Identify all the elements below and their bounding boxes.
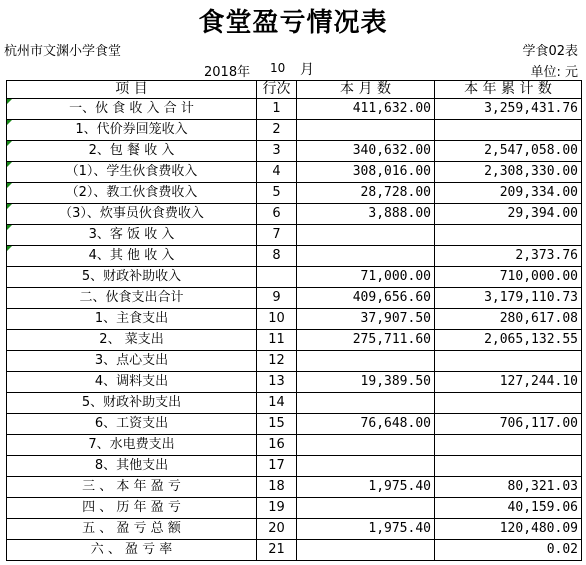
- header-year-amount: 本 年 累 计 数: [435, 81, 582, 99]
- row-item-label: [7, 204, 257, 225]
- row-item-label: [7, 225, 257, 246]
- row-year-amount: [435, 330, 582, 351]
- row-year-amount: [435, 372, 582, 393]
- row-item-label: [7, 288, 257, 309]
- row-item-label: [7, 141, 257, 162]
- row-line-no: [257, 99, 297, 120]
- table-row: [7, 183, 582, 204]
- table-row: [7, 351, 582, 372]
- row-year-amount: [435, 288, 582, 309]
- row-item-label-text: 3、点心支出: [94, 353, 169, 368]
- row-month-amount: [297, 204, 435, 225]
- table-row: [7, 498, 582, 519]
- row-month-amount-text: 275,711.60: [352, 332, 431, 347]
- row-year-amount: [435, 414, 582, 435]
- cell-marker-icon: [7, 225, 12, 230]
- row-item-label: [7, 267, 257, 288]
- row-line-no-text: 10: [268, 311, 285, 326]
- row-year-amount-text: 2,308,330.00: [484, 164, 578, 179]
- table-row: [7, 309, 582, 330]
- row-line-no: [257, 330, 297, 351]
- row-item-label-text: 7、水电费支出: [88, 437, 175, 452]
- row-year-amount: [435, 246, 582, 267]
- row-year-amount: [435, 141, 582, 162]
- row-line-no-text: 19: [268, 500, 285, 515]
- row-line-no: [257, 351, 297, 372]
- table-row: [7, 288, 582, 309]
- row-item-label-text: 六 、 盈 亏 率: [90, 542, 173, 557]
- table-row: [7, 120, 582, 141]
- row-item-label: [7, 162, 257, 183]
- row-line-no-text: 8: [272, 248, 281, 263]
- table-row: [7, 225, 582, 246]
- row-line-no: [257, 393, 297, 414]
- row-item-label: [7, 330, 257, 351]
- row-month-amount: [297, 225, 435, 246]
- cell-marker-icon: [7, 99, 12, 104]
- row-item-label-text: 6、工资支出: [94, 416, 169, 431]
- row-line-no-text: 21: [268, 542, 285, 557]
- row-month-amount-text: 19,389.50: [360, 374, 431, 389]
- row-item-label-text: 二、伙食支出合计: [79, 290, 184, 305]
- cell-marker-icon: [7, 204, 12, 209]
- row-month-amount: [297, 519, 435, 540]
- row-year-amount-text: 3,259,431.76: [484, 101, 578, 116]
- row-year-amount: [435, 309, 582, 330]
- form-code: 学食02表: [522, 44, 578, 59]
- cell-marker-icon: [7, 162, 12, 167]
- row-line-no-text: 5: [272, 185, 281, 200]
- row-item-label-text: 1、代价券回笼收入: [75, 122, 188, 137]
- row-item-label-text: 5、财政补助支出: [81, 395, 182, 410]
- row-item-label-text: 3、客 饭 收 入: [88, 227, 175, 242]
- row-year-amount-text: 2,373.76: [515, 248, 578, 263]
- row-line-no-text: 13: [268, 374, 285, 389]
- row-line-no-text: 15: [268, 416, 285, 431]
- row-month-amount: [297, 351, 435, 372]
- row-item-label: [7, 498, 257, 519]
- row-item-label: [7, 456, 257, 477]
- row-line-no-text: 16: [268, 437, 285, 452]
- row-line-no-text: 12: [268, 353, 285, 368]
- row-year-amount: [435, 351, 582, 372]
- row-item-label: [7, 414, 257, 435]
- row-month-amount: [297, 309, 435, 330]
- row-year-amount-text: 3,179,110.73: [484, 290, 578, 305]
- row-item-label: [7, 435, 257, 456]
- row-line-no: [257, 456, 297, 477]
- row-year-amount-text: 80,321.03: [507, 479, 578, 494]
- row-line-no: [257, 540, 297, 561]
- row-item-label: [7, 246, 257, 267]
- row-year-amount: [435, 225, 582, 246]
- row-line-no-text: 18: [268, 479, 285, 494]
- row-year-amount-text: 2,547,058.00: [484, 143, 578, 158]
- header-month-amount: 本 月 数: [297, 81, 435, 99]
- row-year-amount-text: 29,394.00: [507, 206, 578, 221]
- cell-marker-icon: [7, 120, 12, 125]
- row-month-amount-text: 411,632.00: [352, 101, 431, 116]
- row-month-amount: [297, 267, 435, 288]
- row-item-label-text: （3）、炊事员伙食费收入: [59, 206, 204, 221]
- table-header-row: [7, 81, 582, 99]
- row-year-amount: [435, 540, 582, 561]
- row-line-no-text: 14: [268, 395, 285, 410]
- row-line-no-text: 11: [268, 332, 285, 347]
- row-year-amount: [435, 456, 582, 477]
- table-row: [7, 435, 582, 456]
- table-row: [7, 372, 582, 393]
- row-line-no-text: 7: [272, 227, 281, 242]
- row-line-no: [257, 414, 297, 435]
- row-item-label-text: 5、财政补助收入: [81, 269, 182, 284]
- row-item-label: [7, 120, 257, 141]
- row-month-amount: [297, 162, 435, 183]
- row-year-amount: [435, 267, 582, 288]
- row-year-amount-text: 127,244.10: [499, 374, 578, 389]
- row-year-amount: [435, 183, 582, 204]
- currency-unit: 单位: 元: [530, 65, 578, 80]
- table-row: [7, 477, 582, 498]
- row-month-amount: [297, 372, 435, 393]
- row-line-no-text: 9: [272, 290, 281, 305]
- row-year-amount-text: 2,065,132.55: [484, 332, 578, 347]
- row-item-label: [7, 519, 257, 540]
- row-month-amount-text: 28,728.00: [360, 185, 431, 200]
- row-year-amount: [435, 204, 582, 225]
- row-item-label-text: 四 、 历 年 盈 亏: [82, 500, 181, 515]
- row-item-label: [7, 540, 257, 561]
- row-year-amount: [435, 435, 582, 456]
- table-row: [7, 99, 582, 120]
- row-item-label: [7, 351, 257, 372]
- row-line-no-text: 1: [272, 101, 281, 116]
- row-year-amount: [435, 120, 582, 141]
- row-month-amount: [297, 435, 435, 456]
- row-item-label-text: 4、调料支出: [94, 374, 169, 389]
- row-line-no-text: 6: [272, 206, 281, 221]
- row-year-amount-text: 280,617.08: [499, 311, 578, 326]
- row-line-no: [257, 477, 297, 498]
- row-item-label: [7, 372, 257, 393]
- row-item-label: [7, 183, 257, 204]
- row-month-amount-text: 409,656.60: [352, 290, 431, 305]
- row-year-amount: [435, 393, 582, 414]
- row-month-amount-text: 1,975.40: [368, 479, 431, 494]
- row-month-amount: [297, 120, 435, 141]
- table-row: [7, 393, 582, 414]
- row-year-amount: [435, 99, 582, 120]
- row-year-amount: [435, 519, 582, 540]
- row-month-amount: [297, 141, 435, 162]
- header-item: 项 目: [7, 81, 257, 99]
- row-line-no: [257, 246, 297, 267]
- row-line-no: [257, 162, 297, 183]
- row-line-no: [257, 288, 297, 309]
- table-row: [7, 540, 582, 561]
- row-month-amount: [297, 246, 435, 267]
- row-month-amount-text: 1,975.40: [368, 521, 431, 536]
- row-line-no: [257, 498, 297, 519]
- row-month-amount: [297, 330, 435, 351]
- row-line-no-text: 2: [272, 122, 281, 137]
- row-item-label-text: 2、包 餐 收 入: [88, 143, 175, 158]
- row-line-no-text: 4: [272, 164, 281, 179]
- row-year-amount-text: 0.02: [546, 542, 578, 557]
- table-row: [7, 141, 582, 162]
- table-row: [7, 204, 582, 225]
- row-month-amount: [297, 456, 435, 477]
- table-row: [7, 267, 582, 288]
- row-item-label-text: 五 、 盈 亏 总 额: [82, 521, 181, 536]
- row-month-amount: [297, 393, 435, 414]
- row-item-label-text: 4、其 他 收 入: [88, 248, 175, 263]
- header-line-no: 行次: [257, 81, 297, 99]
- table-row: [7, 162, 582, 183]
- row-line-no: [257, 225, 297, 246]
- cell-marker-icon: [7, 183, 12, 188]
- row-year-amount: [435, 498, 582, 519]
- row-item-label: [7, 477, 257, 498]
- row-line-no-text: 17: [268, 458, 285, 473]
- row-line-no: [257, 183, 297, 204]
- row-line-no: [257, 204, 297, 225]
- report-month: 10: [270, 61, 286, 75]
- table-row: [7, 414, 582, 435]
- row-item-label-text: （1）、学生伙食费收入: [65, 164, 198, 179]
- profit-loss-table: [6, 80, 582, 561]
- row-line-no: [257, 519, 297, 540]
- report-title: 食堂盈亏情况表: [198, 8, 388, 38]
- cell-marker-icon: [7, 246, 12, 251]
- row-item-label-text: 1、主食支出: [94, 311, 169, 326]
- row-item-label-text: 2、 菜支出: [99, 332, 164, 347]
- row-month-amount-text: 340,632.00: [352, 143, 431, 158]
- row-line-no: [257, 141, 297, 162]
- table-row: [7, 519, 582, 540]
- row-year-amount: [435, 162, 582, 183]
- row-year-amount: [435, 477, 582, 498]
- row-item-label: [7, 393, 257, 414]
- row-month-amount-text: 76,648.00: [360, 416, 431, 431]
- row-month-amount-text: 37,907.50: [360, 311, 431, 326]
- row-line-no: [257, 267, 297, 288]
- row-item-label-text: 8、其他支出: [94, 458, 169, 473]
- row-item-label-text: （2）、教工伙食费收入: [65, 185, 198, 200]
- row-line-no: [257, 435, 297, 456]
- row-year-amount-text: 710,000.00: [499, 269, 578, 284]
- month-label: 月: [300, 62, 314, 78]
- report-year: 2018年: [204, 65, 251, 80]
- table-row: [7, 330, 582, 351]
- organization-name: 杭州市文渊小学食堂: [4, 44, 122, 59]
- row-line-no-text: 3: [272, 143, 281, 158]
- row-month-amount: [297, 183, 435, 204]
- row-month-amount-text: 3,888.00: [368, 206, 431, 221]
- row-month-amount: [297, 414, 435, 435]
- row-month-amount: [297, 288, 435, 309]
- cell-marker-icon: [7, 141, 12, 146]
- table-row: [7, 456, 582, 477]
- row-item-label: [7, 99, 257, 120]
- row-year-amount-text: 40,159.06: [507, 500, 578, 515]
- row-item-label: [7, 309, 257, 330]
- row-month-amount-text: 71,000.00: [360, 269, 431, 284]
- row-month-amount: [297, 540, 435, 561]
- row-line-no: [257, 372, 297, 393]
- row-year-amount-text: 120,480.09: [499, 521, 578, 536]
- row-month-amount: [297, 498, 435, 519]
- row-item-label-text: 一、伙 食 收 入 合 计: [69, 101, 194, 116]
- row-line-no: [257, 120, 297, 141]
- row-month-amount: [297, 99, 435, 120]
- row-month-amount-text: 308,016.00: [352, 164, 431, 179]
- row-item-label-text: 三 、 本 年 盈 亏: [82, 479, 181, 494]
- row-line-no: [257, 309, 297, 330]
- row-month-amount: [297, 477, 435, 498]
- row-year-amount-text: 209,334.00: [499, 185, 578, 200]
- table-row: [7, 246, 582, 267]
- row-year-amount-text: 706,117.00: [499, 416, 578, 431]
- row-line-no-text: 20: [268, 521, 285, 536]
